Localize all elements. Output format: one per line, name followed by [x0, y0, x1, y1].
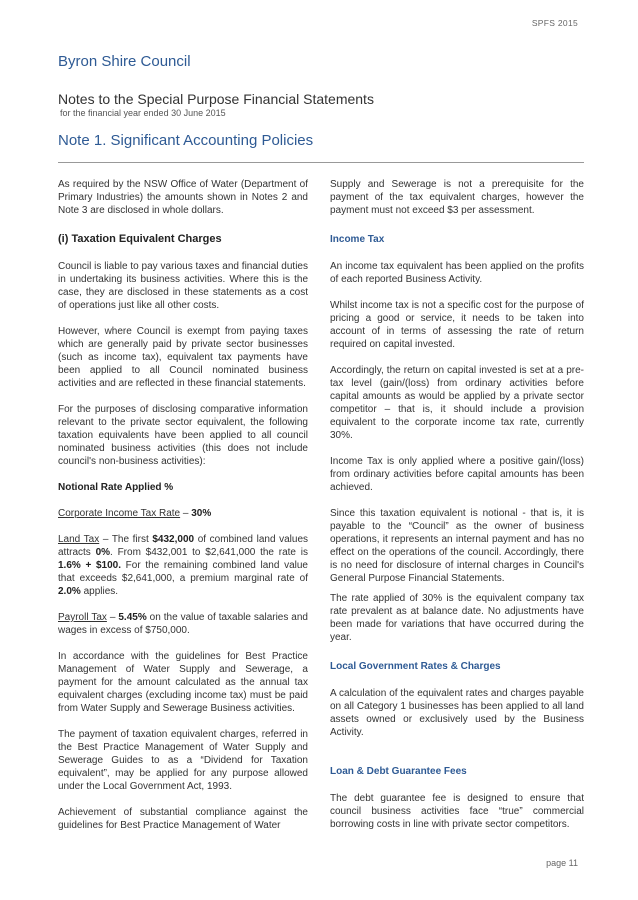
intro-paragraph: As required by the NSW Office of Water (Department of Primary Industries) the amounts shown in Notes 2 and Note 3 are disclosed in whole dollars.	[58, 179, 308, 216]
organisation-name: Byron Shire Council	[58, 53, 191, 70]
document-subtitle: for the financial year ended 30 June 2015	[60, 108, 226, 118]
paragraph: Whilst income tax is not a specific cost for the purpose of pricing a good or service, it needs to be taken into account of in terms of assessing the rate of return required on capital invested.	[330, 300, 584, 350]
text: of combined land values attracts	[58, 534, 309, 558]
land-tax-label: Land Tax	[58, 534, 100, 545]
value: $432,000	[152, 534, 195, 545]
paragraph: Income Tax is only applied where a positive gain/(loss) from ordinary activities before capital amounts has been achieved.	[330, 456, 584, 493]
separator: –	[180, 508, 192, 519]
paragraph: Accordingly, the return on capital invested is set at a pre-tax level (gain/(loss) from ordinary activities before capital amounts as would be applied by a private sector competitor – that is, it should include a provision equivalent to the corporate income tax rate, currently 30%.	[330, 365, 584, 441]
page-number: page 11	[546, 858, 578, 868]
text: – The first	[99, 534, 153, 545]
payroll-tax-rate: 5.45%	[118, 612, 147, 623]
document-title: Notes to the Special Purpose Financial Statements	[58, 91, 374, 107]
separator: –	[106, 612, 119, 623]
land-tax-paragraph	[58, 533, 308, 598]
paragraph: The payment of taxation equivalent charges, referred in the Best Practice Management of Water Supply and Sewerage Guides to as a “Dividend for Taxation equivalent”, may be applied for any purpose allowed under the Local Government Act, 1993.	[58, 729, 308, 792]
section-heading: (i) Taxation Equivalent Charges	[58, 233, 222, 245]
corporate-tax-line	[58, 507, 308, 520]
paragraph: The debt guarantee fee is designed to ensure that council business activities face “true” commercial borrowing costs in line with private sector competitors.	[330, 793, 584, 830]
text: For the remaining combined land value that exceeds $2,641,000, a premium marginal rate of	[58, 560, 308, 584]
paragraph: Since this taxation equivalent is notional - that is, it is payable to the “Council” as the owner of business operations, it represents an internal payment and has no effect on the operations of the council. Accordingly, there is no need for disclosure of internal charges in Council's General Purpose Financial Statements.	[330, 508, 584, 584]
subheading: Notional Rate Applied %	[58, 482, 174, 493]
paragraph: The rate applied of 30% is the equivalent company tax rate prevalent as at balance date. No adjustments have been made for variations that have occurred during the year.	[330, 593, 584, 643]
corporate-tax-rate: 30%	[191, 508, 212, 519]
rates-heading: Local Government Rates & Charges	[330, 661, 501, 672]
paragraph: An income tax equivalent has been applied on the profits of each reported Business Activity.	[330, 261, 584, 285]
running-header: SPFS 2015	[531, 18, 578, 28]
continued-paragraph: Supply and Sewerage is not a prerequisite for the payment of the tax equivalent charges, however the payment must not exceed $3 per assessment.	[330, 179, 584, 216]
paragraph: However, where Council is exempt from paying taxes which are generally paid by private sector businesses (such as income tax), equivalent tax payments have been applied to all Council nominated business activities and are reflected in these financial statements.	[58, 326, 308, 389]
corporate-tax-label: Corporate Income Tax Rate	[58, 508, 181, 519]
payroll-tax-paragraph	[58, 611, 308, 637]
text: on the value of taxable salaries and wages in excess of $750,000.	[58, 612, 308, 636]
value: 2.0%	[58, 586, 81, 597]
paragraph: In accordance with the guidelines for Best Practice Management of Water Supply and Sewerage, a payment for the amount calculated as the annual tax equivalent charges (excluding income tax) must be paid from Water Supply and Sewerage Business activities.	[58, 651, 308, 714]
paragraph: For the purposes of disclosing comparative information relevant to the private sector equivalent, the following taxation equivalents have been applied to all council nominated business activities (this does not include council's non-business activities):	[58, 404, 308, 467]
right-column	[330, 178, 584, 844]
payroll-tax-label: Payroll Tax	[58, 612, 107, 623]
paragraph: Achievement of substantial compliance against the guidelines for Best Practice Management of Water	[58, 807, 308, 831]
loan-heading: Loan & Debt Guarantee Fees	[330, 766, 467, 777]
paragraph: Council is liable to pay various taxes and financial duties in undertaking its business activities. Where this is the case, they are disclosed in these statements as a cost of operations just like all other costs.	[58, 261, 308, 311]
left-column	[58, 178, 308, 845]
income-tax-heading: Income Tax	[330, 234, 385, 245]
text: . From $432,001 to $2,641,000 the rate is	[110, 547, 308, 558]
paragraph: A calculation of the equivalent rates and charges payable on all Category 1 businesses has been applied to all land assets owned or exclusively used by the Business Activity.	[330, 688, 584, 738]
value: 0%	[95, 547, 111, 558]
value: 1.6% + $100.	[58, 560, 121, 571]
note-title: Note 1. Significant Accounting Policies	[58, 132, 314, 149]
divider	[58, 162, 584, 163]
text: applies.	[80, 586, 119, 597]
